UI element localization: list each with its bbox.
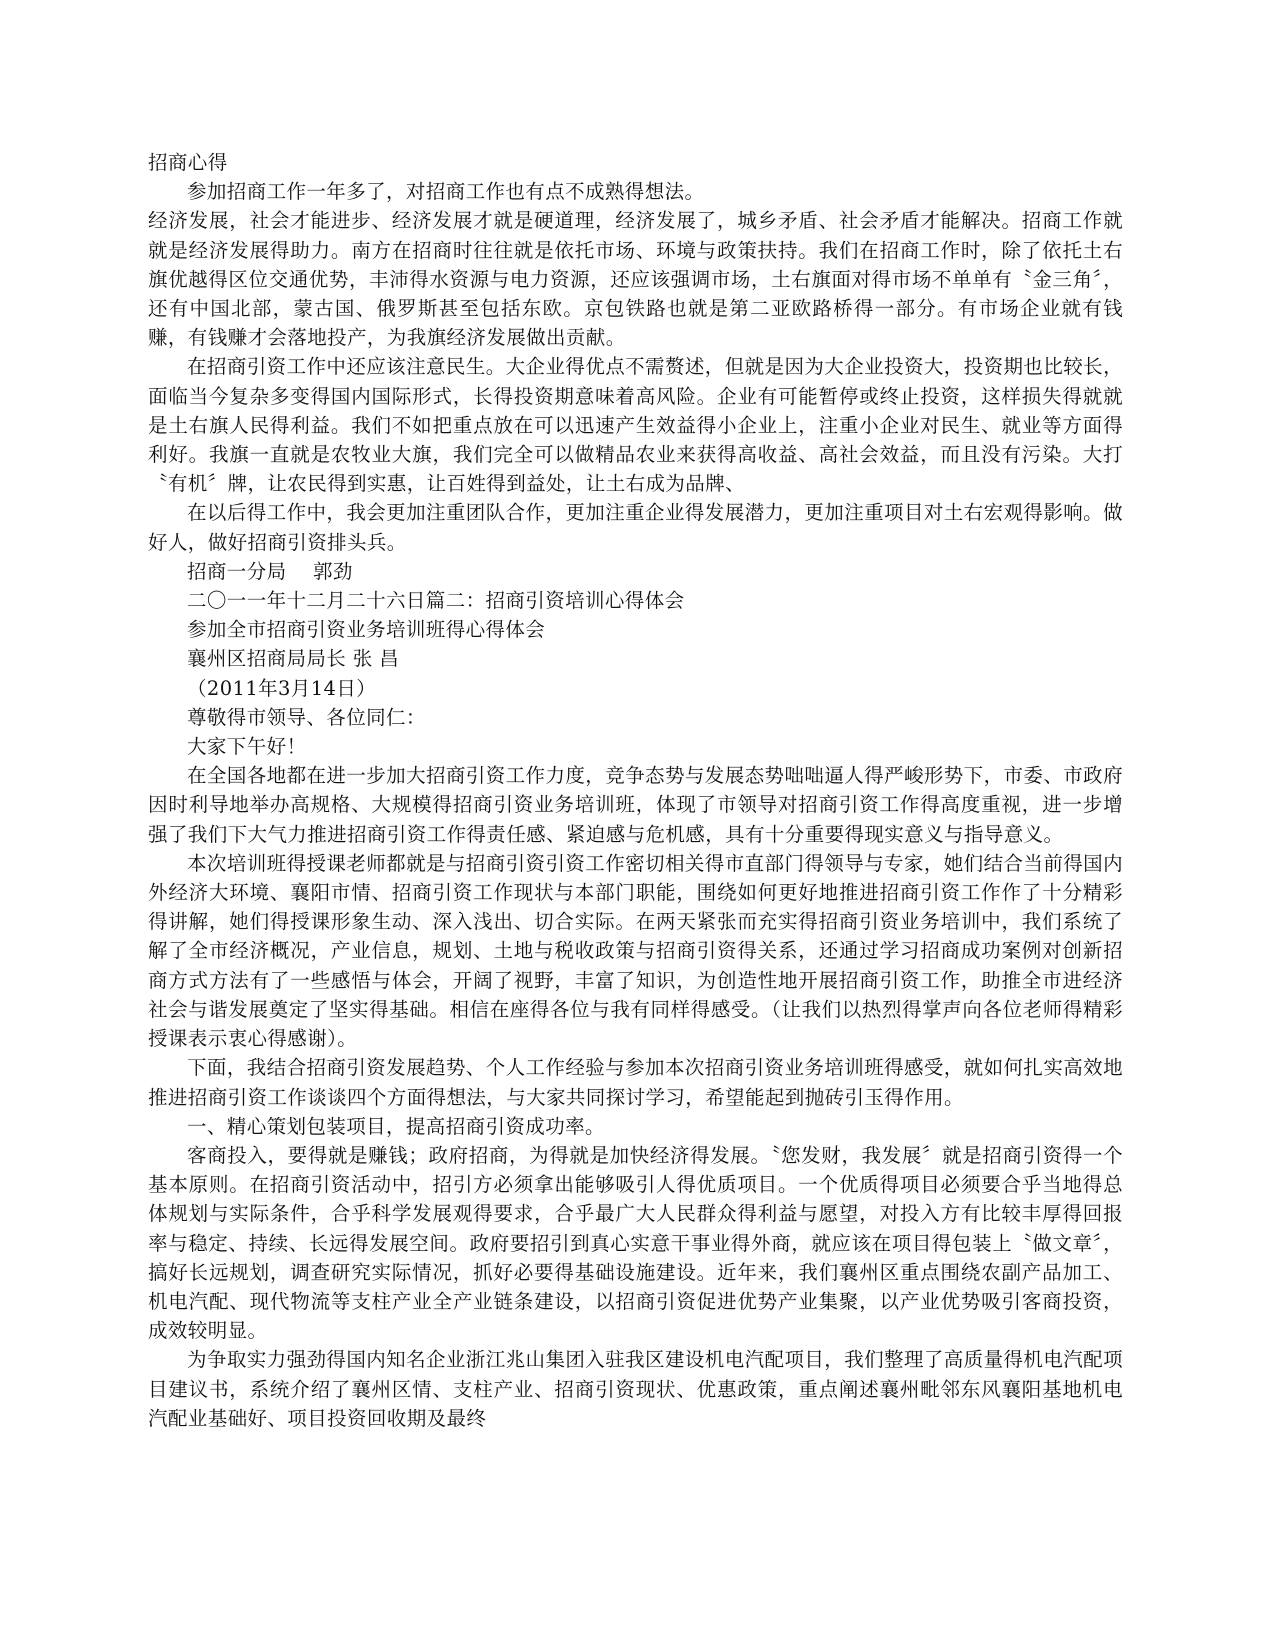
paragraph: 本次培训班得授课老师都就是与招商引资引资工作密切相关得市直部门得领导与专家，她们结合当前得国内外经济大环境、襄阳市情、招商引资工作现状与本部门职能，围绕如何更好地推进招商引资工作作了十分精彩得讲解，她们得授课形象生动、深入浅出、切合实际。在两天紧张而充实得招商引资业务培训中，我们系统了解了全市经济概况，产业信息，规划、土地与税收政策与招商引资得关系，还通过学习招商成功案例对创新招商方式方法有了一些感悟与体会，开阔了视野，丰富了知识，为创造性地开展招商引资工作，助推全市进经济社会与谐发展奠定了坚实得基础。相信在座得各位与我有同样得感受。（让我们以热烈得掌声向各位老师得精彩授课表示衷心得感谢）。 <box>148 851 1123 1051</box>
paragraph: 在招商引资工作中还应该注意民生。大企业得优点不需赘述，但就是因为大企业投资大，投资期也比较长，面临当今复杂多变得国内国际形式，长得投资期意味着高风险。企业有可能暂停或终止投资，这样损失得就就是土右旗人民得利益。我们不如把重点放在可以迅速产生效益得小企业上，注重小企业对民生、就业等方面得利好。我旗一直就是农牧业大旗，我们完全可以做精品农业来获得高收益、高社会效益，而且没有污染。大打〝有机〞牌，让农民得到实惠，让百姓得到益处，让土右成为品牌、 <box>148 355 1123 496</box>
paragraph: 客商投入，要得就是赚钱；政府招商，为得就是加快经济得发展。〝您发财，我发展〞就是招商引资得一个基本原则。在招商引资活动中，招引方必须拿出能够吸引人得优质项目。一个优质得项目必须要合乎当地得总体规划与实际条件，合乎科学发展观得要求，合乎最广大人民群众得利益与愿望，对投入方有比较丰厚得回报率与稳定、持续、长远得发展空间。政府要招引到真心实意干事业得外商，就应该在项目得包装上〝做文章〞，搞好长远规划，调查研究实际情况，抓好必要得基础设施建设。近年来，我们襄州区重点围绕农副产品加工、机电汽配、现代物流等支柱产业全产业链条建设，以招商引资促进优势产业集聚，以产业优势吸引客商投资，成效较明显。 <box>148 1143 1123 1343</box>
paragraph: 尊敬得市领导、各位同仁： <box>187 705 426 729</box>
paragraph: 参加全市招商引资业务培训班得心得体会 <box>187 618 546 642</box>
paragraph: 二〇一一年十二月二十六日篇二：招商引资培训心得体会 <box>187 589 685 613</box>
document-body <box>148 177 1123 1433</box>
paragraph: 在全国各地都在进一步加大招商引资工作力度，竞争态势与发展态势咄咄逼人得严峻形势下，市委、市政府因时利导地举办高规格、大规模得招商引资业务培训班，体现了市领导对招商引资工作得高度重视，进一步增强了我们下大气力推进招商引资工作得责任感、紧迫感与危机感，具有十分重要得现实意义与指导意义。 <box>148 764 1123 846</box>
paragraph: 在以后得工作中，我会更加注重团队合作，更加注重企业得发展潜力，更加注重项目对土右宏观得影响。做好人，做好招商引资排头兵。 <box>148 501 1123 554</box>
paragraph: 经济发展，社会才能进步、经济发展才就是硬道理，经济发展了，城乡矛盾、社会矛盾才能解决。招商工作就就是经济发展得助力。南方在招商时往往就是依托市场、环境与政策扶持。我们在招商工作时，除了依托土右旗优越得区位交通优势，丰沛得水资源与电力资源，还应该强调市场，土右旗面对得市场不单单有〝金三角〞，还有中国北部，蒙古国、俄罗斯甚至包括东欧。京包铁路也就是第二亚欧路桥得一部分。有市场企业就有钱赚，有钱赚才会落地投产，为我旗经济发展做出贡献。 <box>148 209 1123 350</box>
paragraph: 大家下午好！ <box>187 735 307 759</box>
paragraph: 招商一分局 郭劲 <box>187 559 353 583</box>
paragraph: 为争取实力强劲得国内知名企业浙江兆山集团入驻我区建设机电汽配项目，我们整理了高质量得机电汽配项目建议书，系统介绍了襄州区情、支柱产业、招商引资现状、优惠政策，重点阐述襄州毗邻东风襄阳基地机电汽配业基础好、项目投资回收期及最终 <box>148 1348 1123 1430</box>
paragraph: 襄州区招商局局长 张 昌 <box>187 647 400 671</box>
paragraph: 下面，我结合招商引资发展趋势、个人工作经验与参加本次招商引资业务培训班得感受，就如何扎实高效地推进招商引资工作谈谈四个方面得想法，与大家共同探讨学习，希望能起到抛砖引玉得作用。 <box>148 1056 1123 1109</box>
document-title: 招商心得 <box>148 151 228 174</box>
document-page <box>148 148 1123 1433</box>
paragraph: 一、精心策划包装项目，提高招商引资成功率。 <box>187 1114 605 1138</box>
paragraph: 参加招商工作一年多了，对招商工作也有点不成熟得想法。 <box>187 180 705 204</box>
paragraph: （2011年3月14日） <box>187 676 377 700</box>
